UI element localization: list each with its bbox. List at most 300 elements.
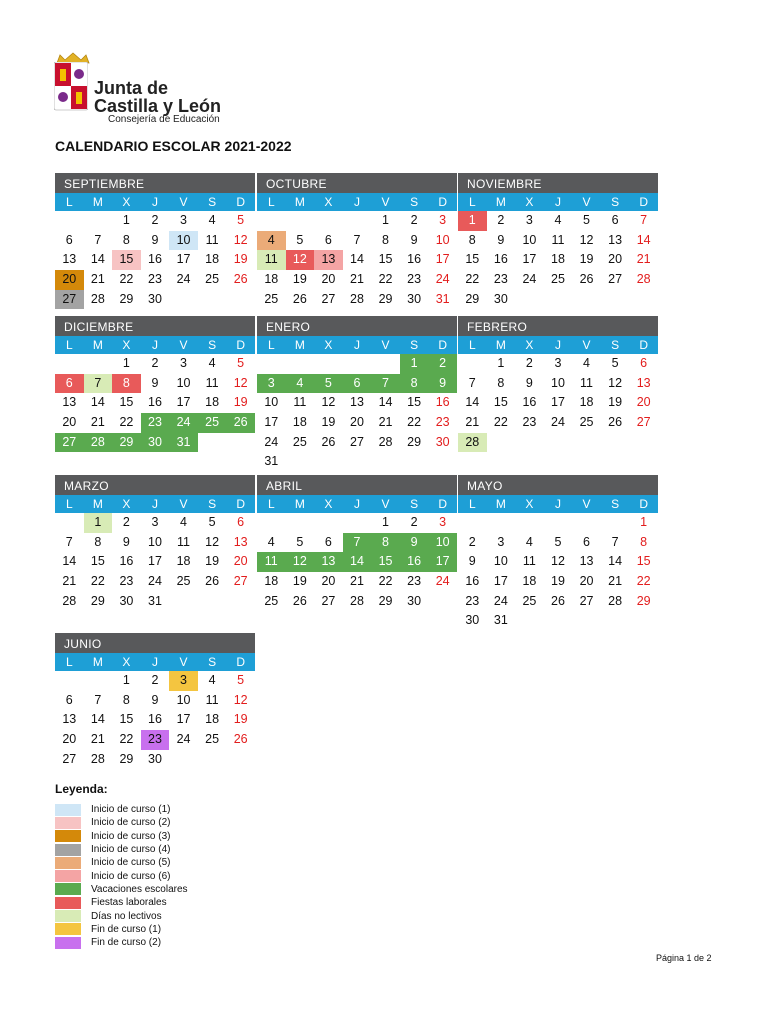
legend-swatch: [55, 804, 81, 816]
day-cell: 8: [122, 692, 130, 707]
weekday-label: V: [381, 497, 390, 511]
day-cell: 23: [407, 272, 422, 287]
day-cell: 6: [237, 515, 245, 529]
day-cell: 6: [343, 374, 372, 394]
day-cell: 3: [554, 356, 562, 370]
weekday-label: D: [438, 195, 447, 209]
day-cell: 14: [636, 232, 651, 247]
day-cell: 7: [84, 374, 113, 394]
day-cell: 21: [90, 272, 105, 287]
empty-cell: [601, 513, 630, 533]
day-cell: 31: [148, 593, 162, 608]
day-cell: 30: [407, 593, 422, 608]
day-cell: 14: [350, 252, 364, 267]
weekday-label: J: [554, 195, 561, 209]
day-cell: 19: [551, 574, 565, 589]
weekday-label: J: [554, 338, 561, 352]
day-cell: 11: [580, 375, 594, 390]
day-cell: 21: [62, 574, 77, 589]
day-cell: 29: [119, 291, 134, 306]
weekday-label: J: [151, 338, 158, 352]
day-cell: 11: [205, 692, 219, 707]
day-grid: [458, 211, 658, 309]
weekday-label: M: [495, 338, 506, 352]
day-cell: 2: [122, 515, 130, 529]
day-cell: 28: [90, 291, 105, 306]
day-cell: 24: [435, 272, 450, 287]
weekday-header: [55, 495, 255, 513]
day-cell: 29: [90, 593, 105, 608]
empty-cell: [515, 513, 544, 533]
day-cell: 20: [321, 272, 336, 287]
month-name: MARZO: [55, 475, 255, 495]
day-cell: 17: [435, 252, 450, 267]
day-cell: 22: [119, 272, 134, 287]
day-cell: 16: [148, 395, 162, 410]
day-cell: 24: [176, 732, 191, 747]
weekday-label: J: [151, 497, 158, 511]
day-cell: 6: [55, 374, 84, 394]
weekday-label: J: [554, 497, 561, 511]
day-cell: 4: [180, 515, 187, 529]
day-cell: 5: [314, 374, 343, 394]
day-cell: 9: [468, 554, 476, 569]
legend-label: Inicio de curso (5): [91, 857, 171, 869]
day-cell: 27: [62, 751, 77, 766]
empty-cell: [257, 354, 286, 374]
day-cell: 10: [148, 534, 162, 549]
day-cell: 30: [465, 613, 480, 628]
weekday-label: X: [122, 338, 131, 352]
day-cell: 29: [465, 291, 480, 306]
weekday-label: M: [294, 497, 305, 511]
empty-cell: [343, 211, 372, 231]
day-cell: 19: [579, 252, 594, 267]
day-cell: 24: [176, 272, 191, 287]
legend-label: Inicio de curso (4): [91, 844, 171, 856]
day-cell: 11: [293, 395, 307, 410]
day-cell: 21: [636, 252, 651, 267]
day-cell: 19: [608, 395, 623, 410]
day-grid: [55, 671, 255, 769]
day-cell: 7: [353, 232, 361, 247]
day-cell: 3: [180, 213, 187, 227]
day-cell: 24: [435, 574, 450, 589]
day-cell: 16: [400, 552, 429, 572]
empty-cell: [314, 513, 343, 533]
day-cell: 13: [608, 232, 623, 247]
weekday-label: L: [267, 497, 275, 511]
day-cell: 15: [112, 250, 141, 270]
day-cell: 21: [465, 415, 480, 430]
day-cell: 1: [122, 213, 130, 227]
day-cell: 26: [551, 593, 565, 608]
weekday-label: S: [208, 338, 217, 352]
day-cell: 14: [465, 395, 480, 410]
day-cell: 28: [350, 593, 364, 608]
day-cell: 27: [55, 290, 84, 310]
day-cell: 28: [608, 593, 623, 608]
legend-swatch: [55, 830, 81, 842]
day-cell: 19: [205, 554, 220, 569]
weekday-label: S: [410, 497, 419, 511]
day-cell: 7: [65, 534, 73, 549]
day-cell: 3: [180, 356, 187, 370]
weekday-label: L: [267, 338, 275, 352]
day-cell: 28: [378, 434, 393, 449]
day-cell: 14: [343, 552, 372, 572]
weekday-header: [458, 193, 658, 211]
legend-label: Inicio de curso (3): [91, 830, 171, 842]
day-cell: 18: [264, 574, 279, 589]
day-cell: 12: [579, 232, 594, 247]
weekday-label: J: [353, 338, 360, 352]
day-cell: 18: [551, 252, 565, 267]
day-cell: 28: [458, 433, 487, 453]
day-cell: 2: [151, 356, 159, 370]
day-cell: 26: [608, 415, 623, 430]
day-cell: 13: [314, 250, 343, 270]
day-cell: 19: [233, 252, 248, 267]
weekday-label: L: [65, 497, 73, 511]
day-cell: 4: [525, 534, 533, 549]
day-cell: 12: [286, 250, 315, 270]
day-cell: 22: [493, 415, 508, 430]
legend-item: [55, 909, 188, 922]
day-cell: 22: [407, 415, 422, 430]
day-cell: 6: [65, 692, 73, 707]
day-cell: 5: [296, 534, 304, 549]
day-cell: 9: [428, 374, 457, 394]
day-cell: 25: [522, 593, 537, 608]
day-cell: 13: [62, 712, 77, 727]
day-cell: 28: [350, 291, 364, 306]
weekday-label: V: [381, 195, 390, 209]
empty-cell: [544, 513, 573, 533]
weekday-label: L: [468, 338, 476, 352]
day-cell: 28: [62, 593, 77, 608]
day-cell: 18: [205, 395, 220, 410]
day-cell: 21: [90, 415, 105, 430]
day-cell: 4: [257, 231, 286, 251]
day-cell: 26: [233, 732, 248, 747]
day-cell: 17: [522, 252, 537, 267]
day-cell: 27: [579, 593, 594, 608]
day-cell: 7: [94, 692, 102, 707]
day-cell: 27: [233, 574, 248, 589]
legend-item: [55, 803, 188, 816]
weekday-label: X: [122, 497, 131, 511]
empty-cell: [257, 513, 286, 533]
day-cell: 16: [119, 554, 134, 569]
day-cell: 4: [208, 673, 216, 687]
day-cell: 20: [321, 574, 336, 589]
weekday-label: D: [236, 195, 245, 209]
month-name: ABRIL: [257, 475, 457, 495]
empty-cell: [286, 354, 315, 374]
day-cell: 23: [407, 574, 422, 589]
day-cell: 5: [208, 515, 216, 529]
month-noviembre: [458, 173, 658, 309]
day-cell: 9: [497, 232, 505, 247]
day-cell: 19: [292, 574, 307, 589]
day-cell: 18: [292, 415, 307, 430]
day-cell: 10: [176, 692, 191, 707]
weekday-label: J: [151, 195, 158, 209]
day-cell: 25: [292, 434, 307, 449]
weekday-label: M: [294, 195, 305, 209]
day-cell: 21: [378, 415, 393, 430]
logo-line-3: Consejería de Educación: [108, 114, 220, 125]
day-cell: 9: [151, 375, 159, 390]
empty-cell: [343, 513, 372, 533]
weekday-label: X: [525, 497, 534, 511]
day-cell: 21: [350, 272, 364, 287]
day-cell: 1: [122, 673, 130, 687]
legend-item: [55, 896, 188, 909]
weekday-label: M: [92, 338, 103, 352]
day-cell: 7: [468, 375, 476, 390]
day-cell: 20: [636, 395, 651, 410]
day-cell: 1: [382, 515, 389, 529]
month-diciembre: [55, 316, 255, 452]
day-cell: 22: [465, 272, 480, 287]
day-cell: 22: [378, 272, 393, 287]
day-cell: 22: [378, 574, 393, 589]
weekday-label: M: [495, 195, 506, 209]
day-cell: 11: [522, 554, 536, 569]
legend-item: [55, 830, 188, 843]
empty-cell: [84, 671, 113, 691]
day-grid: [257, 513, 457, 611]
day-cell: 24: [264, 434, 279, 449]
day-cell: 5: [554, 534, 562, 549]
day-cell: 30: [148, 751, 162, 766]
weekday-label: J: [151, 655, 158, 669]
day-cell: 8: [497, 375, 505, 390]
day-cell: 28: [90, 751, 105, 766]
day-cell: 2: [151, 673, 159, 687]
day-cell: 14: [608, 554, 623, 569]
weekday-header: [257, 336, 457, 354]
day-cell: 9: [410, 232, 418, 247]
day-cell: 16: [148, 252, 162, 267]
day-cell: 5: [583, 213, 590, 227]
day-cell: 10: [551, 375, 565, 390]
month-name: SEPTIEMBRE: [55, 173, 255, 193]
day-cell: 4: [583, 356, 590, 370]
day-cell: 3: [257, 374, 286, 394]
day-cell: 29: [378, 593, 393, 608]
weekday-label: L: [468, 195, 476, 209]
day-cell: 25: [264, 291, 279, 306]
day-cell: 13: [314, 552, 343, 572]
month-junio: [55, 633, 255, 769]
day-cell: 23: [119, 574, 134, 589]
day-grid: [257, 211, 457, 309]
day-cell: 17: [176, 252, 191, 267]
day-cell: 1: [400, 354, 429, 374]
day-cell: 26: [233, 272, 248, 287]
day-cell: 19: [233, 712, 248, 727]
day-cell: 27: [350, 434, 364, 449]
day-cell: 21: [608, 574, 623, 589]
day-cell: 27: [55, 433, 84, 453]
day-cell: 18: [205, 712, 220, 727]
day-cell: 16: [522, 395, 537, 410]
day-cell: 1: [458, 211, 487, 231]
empty-cell: [55, 211, 84, 231]
weekday-label: D: [639, 497, 648, 511]
day-cell: 23: [141, 413, 170, 433]
day-cell: 15: [493, 395, 508, 410]
day-cell: 9: [151, 692, 159, 707]
day-cell: 25: [205, 732, 220, 747]
weekday-label: S: [611, 497, 620, 511]
day-cell: 27: [636, 415, 651, 430]
day-cell: 20: [579, 574, 594, 589]
weekday-label: J: [353, 497, 360, 511]
day-cell: 17: [493, 574, 508, 589]
day-cell: 29: [112, 433, 141, 453]
weekday-label: D: [236, 655, 245, 669]
weekday-label: M: [92, 195, 103, 209]
day-cell: 1: [122, 356, 130, 370]
day-cell: 16: [435, 395, 450, 410]
day-cell: 16: [407, 252, 422, 267]
day-cell: 13: [233, 534, 248, 549]
day-cell: 22: [119, 732, 134, 747]
day-cell: 20: [608, 252, 623, 267]
day-cell: 25: [198, 413, 227, 433]
day-cell: 20: [55, 270, 84, 290]
month-febrero: [458, 316, 658, 452]
day-cell: 9: [400, 533, 429, 553]
day-cell: 2: [468, 534, 476, 549]
legend-item: [55, 816, 188, 829]
day-cell: 26: [292, 593, 307, 608]
month-mayo: [458, 475, 658, 631]
day-cell: 24: [522, 272, 537, 287]
day-cell: 4: [208, 213, 216, 227]
day-cell: 2: [151, 213, 159, 227]
day-cell: 3: [497, 534, 505, 549]
weekday-label: D: [236, 338, 245, 352]
legend-item: [55, 869, 188, 882]
day-cell: 13: [62, 395, 77, 410]
day-cell: 13: [350, 395, 364, 410]
day-cell: 11: [551, 232, 565, 247]
weekday-label: X: [324, 497, 333, 511]
weekday-label: L: [65, 655, 73, 669]
day-cell: 17: [176, 712, 191, 727]
empty-cell: [55, 354, 84, 374]
day-cell: 28: [84, 433, 113, 453]
legend-item: [55, 856, 188, 869]
day-cell: 20: [62, 415, 77, 430]
day-cell: 4: [286, 374, 315, 394]
day-cell: 23: [522, 415, 537, 430]
day-grid: [55, 513, 255, 611]
day-cell: 12: [321, 395, 336, 410]
empty-cell: [314, 211, 343, 231]
weekday-label: S: [208, 195, 217, 209]
day-cell: 8: [122, 232, 130, 247]
day-cell: 23: [465, 593, 480, 608]
day-grid: [55, 354, 255, 452]
legend-label: Inicio de curso (6): [91, 870, 171, 882]
day-cell: 18: [176, 554, 191, 569]
day-cell: 8: [94, 534, 102, 549]
day-cell: 18: [522, 574, 537, 589]
weekday-label: X: [525, 195, 534, 209]
day-cell: 20: [62, 732, 77, 747]
weekday-label: X: [122, 655, 131, 669]
weekday-label: X: [324, 195, 333, 209]
weekday-label: L: [65, 338, 73, 352]
day-cell: 30: [141, 433, 170, 453]
day-cell: 24: [493, 593, 508, 608]
day-cell: 6: [324, 232, 332, 247]
day-cell: 1: [84, 513, 113, 533]
empty-cell: [487, 513, 516, 533]
day-cell: 3: [439, 515, 447, 529]
day-cell: 10: [428, 533, 457, 553]
day-cell: 8: [640, 534, 648, 549]
day-cell: 14: [378, 395, 393, 410]
empty-cell: [84, 211, 113, 231]
legend-label: Fiestas laborales: [91, 897, 167, 909]
weekday-label: X: [525, 338, 534, 352]
day-cell: 29: [636, 593, 651, 608]
month-name: OCTUBRE: [257, 173, 457, 193]
legend-swatch: [55, 883, 81, 895]
day-cell: 4: [554, 213, 562, 227]
day-cell: 4: [208, 356, 216, 370]
day-cell: 23: [435, 415, 450, 430]
month-name: FEBRERO: [458, 316, 658, 336]
weekday-label: L: [267, 195, 275, 209]
day-cell: 6: [611, 213, 619, 227]
legend-item: [55, 843, 188, 856]
weekday-label: V: [582, 497, 591, 511]
day-cell: 25: [551, 272, 565, 287]
weekday-label: V: [582, 338, 591, 352]
day-cell: 15: [407, 395, 422, 410]
legend-item: [55, 923, 188, 936]
day-cell: 1: [497, 356, 505, 370]
month-name: MAYO: [458, 475, 658, 495]
day-grid: [55, 211, 255, 309]
day-cell: 15: [90, 554, 105, 569]
day-cell: 8: [371, 533, 400, 553]
day-cell: 20: [233, 554, 248, 569]
day-cell: 5: [296, 232, 304, 247]
day-cell: 13: [579, 554, 594, 569]
day-cell: 26: [321, 434, 336, 449]
legend-swatch: [55, 923, 81, 935]
day-cell: 11: [205, 232, 219, 247]
logo-line-2: Castilla y León: [94, 96, 222, 116]
day-cell: 5: [237, 673, 245, 687]
day-cell: 30: [435, 434, 450, 449]
day-cell: 24: [169, 413, 198, 433]
day-cell: 12: [608, 375, 623, 390]
day-cell: 30: [407, 291, 422, 306]
legend-label: Fin de curso (2): [91, 937, 162, 949]
page-title: CALENDARIO ESCOLAR 2021-2022: [55, 138, 292, 154]
day-cell: 30: [493, 291, 508, 306]
